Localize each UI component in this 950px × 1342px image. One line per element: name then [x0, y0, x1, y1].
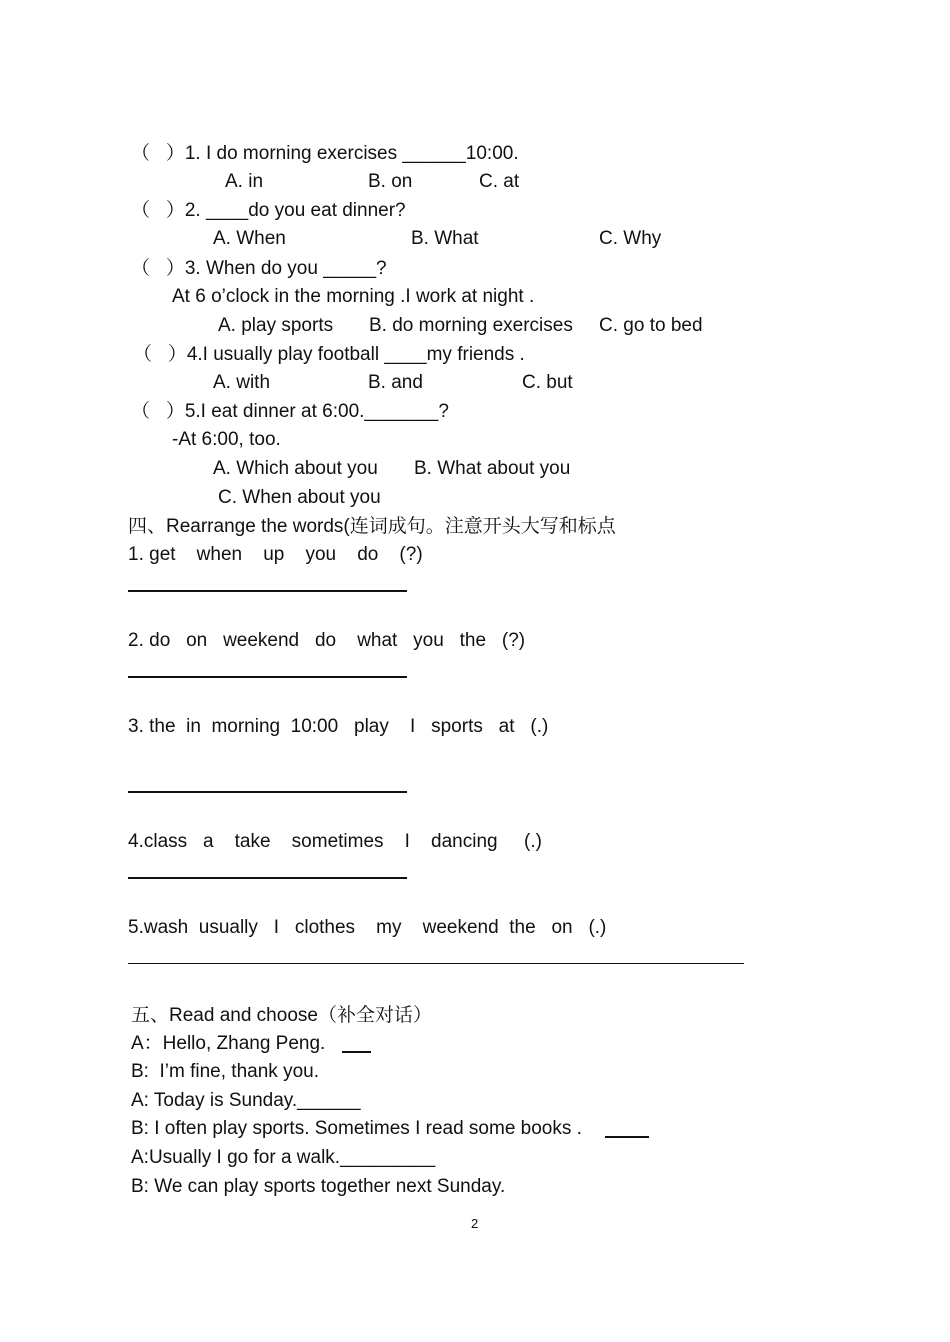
rearrange-item-4: 4.class a take sometimes I dancing (.) [128, 831, 542, 852]
dialogue-blank-2[interactable] [605, 1136, 649, 1138]
answer-line-5[interactable] [128, 963, 744, 964]
answer-line-4[interactable] [128, 877, 407, 879]
dialogue-line-5: A:Usually I go for a walk._________ [131, 1147, 436, 1168]
dialogue-line-1: A：Hello, Zhang Peng. [131, 1033, 326, 1054]
q5-option-a: A. Which about you [213, 458, 378, 479]
q5-option-c: C. When about you [218, 487, 381, 508]
q1-option-b: B. on [368, 171, 413, 192]
section5-title: 五、Read and choose（补全对话） [131, 1005, 432, 1026]
q4-option-b: B. and [368, 372, 423, 393]
q3-stem: （ ）3. When do you _____? [131, 258, 387, 279]
rearrange-item-3: 3. the in morning 10:00 play I sports at (.) [128, 716, 549, 737]
q4-stem: （ ）4.I usually play football ____my friends . [133, 344, 525, 365]
q5-stem: （ ）5.I eat dinner at 6:00._______? [131, 401, 449, 422]
q4-option-a: A. with [213, 372, 271, 393]
q2-option-a: A. When [213, 228, 286, 249]
page-number: 2 [471, 1216, 479, 1231]
answer-line-3[interactable] [128, 791, 407, 793]
q5-context: -At 6:00, too. [172, 429, 281, 450]
rearrange-item-5: 5.wash usually I clothes my weekend the on (.) [128, 917, 607, 938]
q3-context: At 6 o’clock in the morning .I work at night . [172, 286, 535, 307]
answer-line-2[interactable] [128, 676, 407, 678]
answer-line-1[interactable] [128, 590, 407, 592]
q2-option-c: C. Why [599, 228, 662, 249]
rearrange-item-2: 2. do on weekend do what you the (?) [128, 630, 526, 651]
q2-option-b: B. What [411, 228, 479, 249]
q1-option-a: A. in [225, 171, 264, 192]
rearrange-item-1: 1. get when up you do (?) [128, 544, 423, 565]
q3-option-a: A. play sports [218, 315, 334, 336]
q3-option-c: C. go to bed [599, 315, 703, 336]
q4-option-c: C. but [522, 372, 573, 393]
dialogue-line-4: B: I often play sports. Sometimes I read some books . [131, 1118, 582, 1139]
dialogue-blank-1[interactable] [342, 1051, 371, 1053]
dialogue-line-3: A: Today is Sunday.______ [131, 1090, 361, 1111]
dialogue-line-2: B: I’m fine, thank you. [131, 1061, 319, 1082]
q1-option-c: C. at [479, 171, 520, 192]
q2-stem: （ ）2. ____do you eat dinner? [131, 200, 406, 221]
section4-title: 四、Rearrange the words(连词成句。注意开头大写和标点 [128, 516, 616, 537]
q5-option-b: B. What about you [414, 458, 571, 479]
q1-stem: （ ）1. I do morning exercises ______10:00. [131, 143, 519, 164]
dialogue-line-6: B: We can play sports together next Sunday. [131, 1176, 506, 1197]
q3-option-b: B. do morning exercises [369, 315, 573, 336]
